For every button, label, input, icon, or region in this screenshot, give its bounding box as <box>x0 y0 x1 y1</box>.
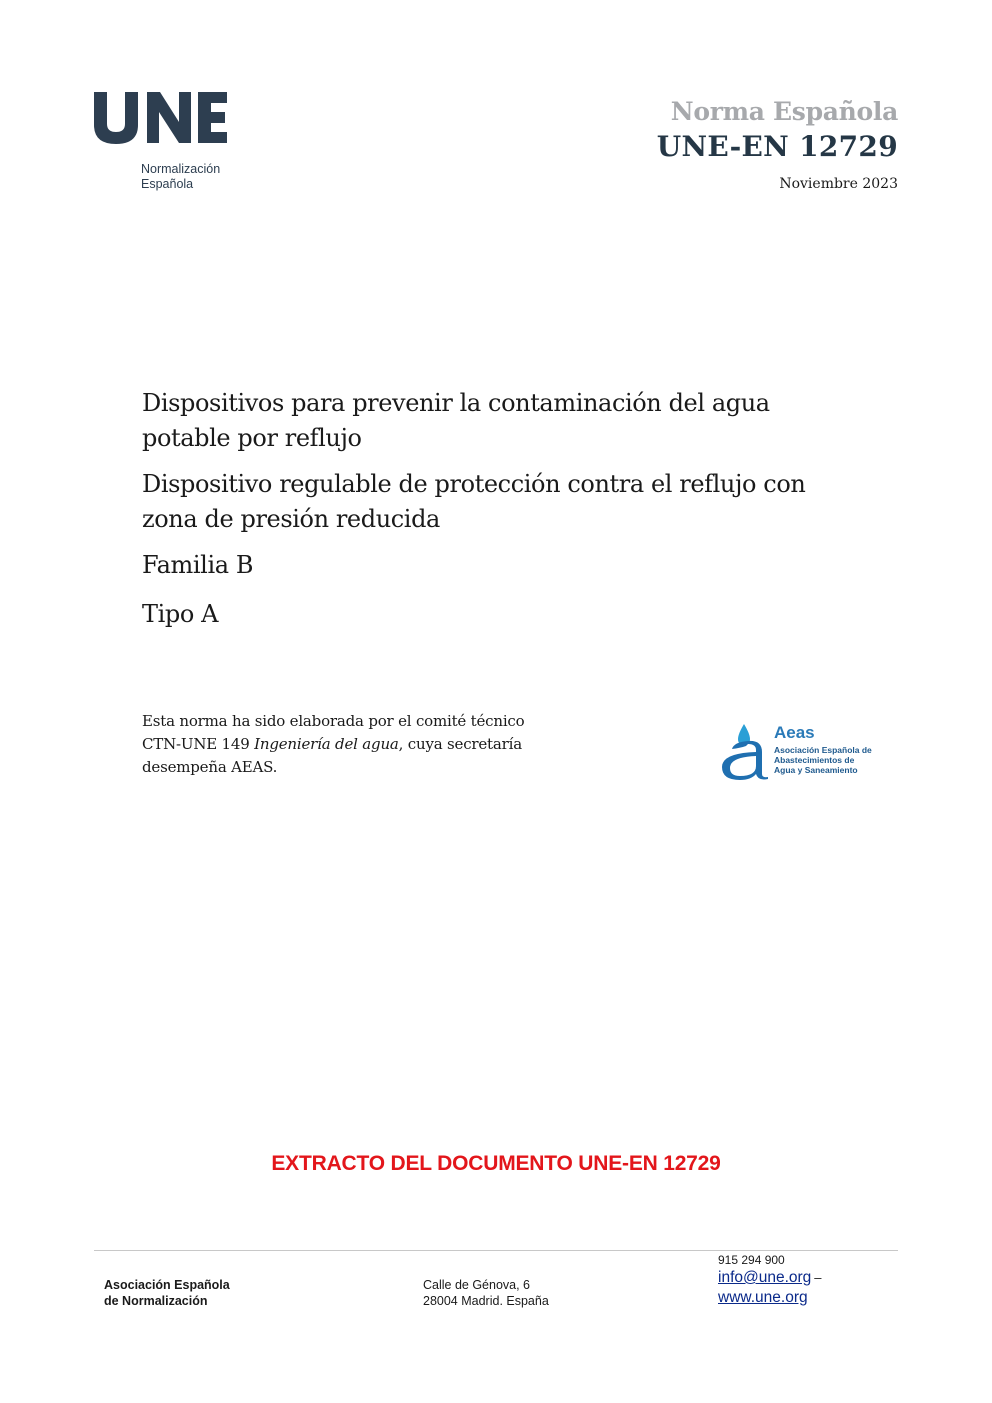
aeas-full-name <box>774 745 884 775</box>
aeas-logo <box>718 722 878 782</box>
footer-divider <box>94 1250 898 1251</box>
footer-org-line2: de Normalización <box>104 1294 208 1308</box>
footer-address-line1: Calle de Génova, 6 <box>423 1278 531 1292</box>
footer-org-line1: Asociación Española <box>104 1278 230 1292</box>
footer-web-link[interactable]: www.une.org <box>718 1289 808 1306</box>
document-titles <box>142 386 862 646</box>
footer-phone: 915 294 900 <box>718 1253 785 1267</box>
extract-notice: EXTRACTO DEL DOCUMENTO UNE-EN 12729 <box>271 1152 721 1175</box>
aeas-logo-mark <box>718 722 772 780</box>
committee-name: Ingeniería del agua <box>254 735 399 753</box>
footer-organization <box>104 1277 230 1309</box>
title-type: Tipo A <box>142 600 219 628</box>
footer-email-link[interactable]: info@une.org <box>718 1269 812 1286</box>
aeas-full-name-line1: Asociación Española de <box>774 745 872 755</box>
une-logo-subtitle-line1: Normalización <box>141 162 221 176</box>
footer-separator: – <box>814 1270 822 1285</box>
committee-line-3: desempeña AEAS. <box>142 758 278 776</box>
aeas-full-name-line2: Abastecimientos de <box>774 755 855 765</box>
standard-type-label: Norma Española <box>670 97 898 126</box>
committee-line-1: Esta norma ha sido elaborada por el comité técnico <box>142 712 525 730</box>
title-device: Dispositivo regulable de protección contra el reflujo con zona de presión reducida <box>142 470 806 533</box>
standard-code: UNE-EN 12729 <box>656 130 898 163</box>
footer-contact <box>718 1253 822 1308</box>
footer-address-line2: 28004 Madrid. España <box>423 1294 549 1308</box>
une-logo-subtitle <box>141 162 220 192</box>
aeas-name: Aeas <box>774 723 815 742</box>
aeas-full-name-line3: Agua y Saneamiento <box>774 765 858 775</box>
standard-header <box>657 96 898 192</box>
title-main: Dispositivos para prevenir la contaminación del agua potable por reflujo <box>142 389 770 452</box>
committee-statement <box>142 710 612 779</box>
une-logo-mark <box>92 88 232 148</box>
une-logo-subtitle-line2: Española <box>141 177 194 191</box>
committee-line-2 <box>142 733 612 756</box>
title-family: Familia B <box>142 551 254 579</box>
publication-date: Noviembre 2023 <box>779 176 898 192</box>
committee-secretariat: , cuya secretaría <box>398 735 522 753</box>
committee-code: CTN-UNE 149 <box>142 735 255 753</box>
footer-address <box>423 1277 549 1309</box>
